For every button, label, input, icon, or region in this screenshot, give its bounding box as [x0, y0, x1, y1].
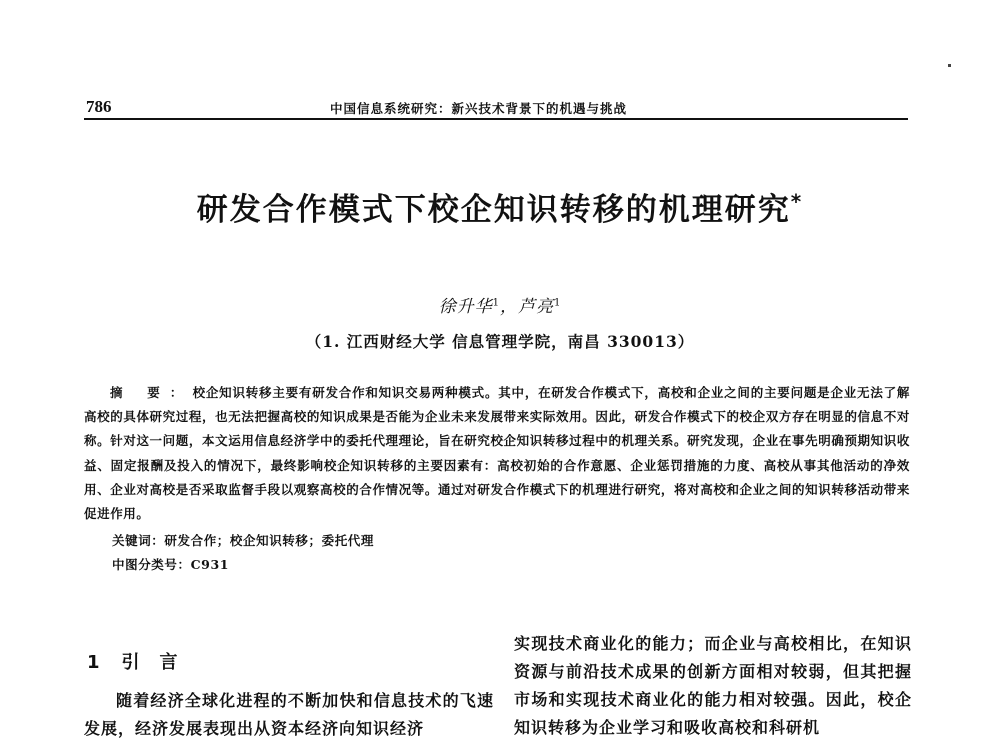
author-affil-mark: 1	[492, 297, 500, 309]
author-affil-mark: 1	[554, 297, 562, 309]
author-name: 徐升华	[438, 297, 493, 317]
paper-title	[0, 184, 1000, 229]
section-number: 1	[87, 652, 100, 673]
running-title: 中国信息系统研究：新兴技术背景下的机遇与挑战	[330, 101, 628, 116]
abstract-text: 校企知识转移主要有研发合作和知识交易两种模式。其中，在研发合作模式下，高校和企业之间的主要问题是企业无法了解高校的具体研究过程，也无法把握高校的知识成果是否能为企业未来发展带来实际效用。因此，研发合作模式下的校企双方存在明显的信息不对称。针对这一问题，本文运用信息经济学中的委托代理理论，旨在研究校企知识转移过程中的机理关系。研究发现，企业在事先明确预期知识收益、固定报酬及投入的情况下，最终影响校企知识转移的主要因素有：高校初始的合作意愿、企业惩罚措施的力度、高校从事其他活动的净效用、企业对高校是否采取监督手段以观察高校的合作情况等。通过对研发合作模式下的机理进行研究，将对高校和企业之间的知识转移活动带来促进作用。	[84, 385, 910, 522]
scan-speck	[948, 64, 951, 67]
author-separator: ，	[500, 297, 518, 317]
header-rule	[84, 118, 908, 120]
keywords: 关键词：研发合作；校企知识转移；委托代理	[112, 533, 375, 548]
title-footnote-mark: *	[790, 189, 804, 214]
page-number: 786	[86, 97, 112, 116]
author-list	[0, 292, 1000, 317]
author-name: 芦亮	[518, 297, 554, 317]
body-right-column	[514, 630, 912, 742]
section-title: 引言	[121, 652, 198, 673]
affiliation: （1. 江西财经大学 信息管理学院，南昌 330013）	[305, 332, 695, 351]
section-heading	[87, 648, 198, 674]
body-paragraph: 实现技术商业化的能力；而企业与高校相比，在知识资源与前沿技术成果的创新方面相对较弱，但其把握市场和实现技术商业化的能力相对较强。因此，校企知识转移为企业学习和吸收高校和科研机	[514, 634, 912, 737]
title-text: 研发合作模式下校企知识转移的机理研究	[196, 192, 791, 228]
classification-number: 中图分类号：C931	[112, 557, 230, 572]
body-left-column	[84, 687, 494, 743]
body-paragraph: 随着经济全球化进程的不断加快和信息技术的飞速发展，经济发展表现出从资本经济向知识经济	[84, 691, 494, 738]
abstract-label: 摘 要：	[110, 385, 193, 400]
abstract	[84, 381, 910, 526]
